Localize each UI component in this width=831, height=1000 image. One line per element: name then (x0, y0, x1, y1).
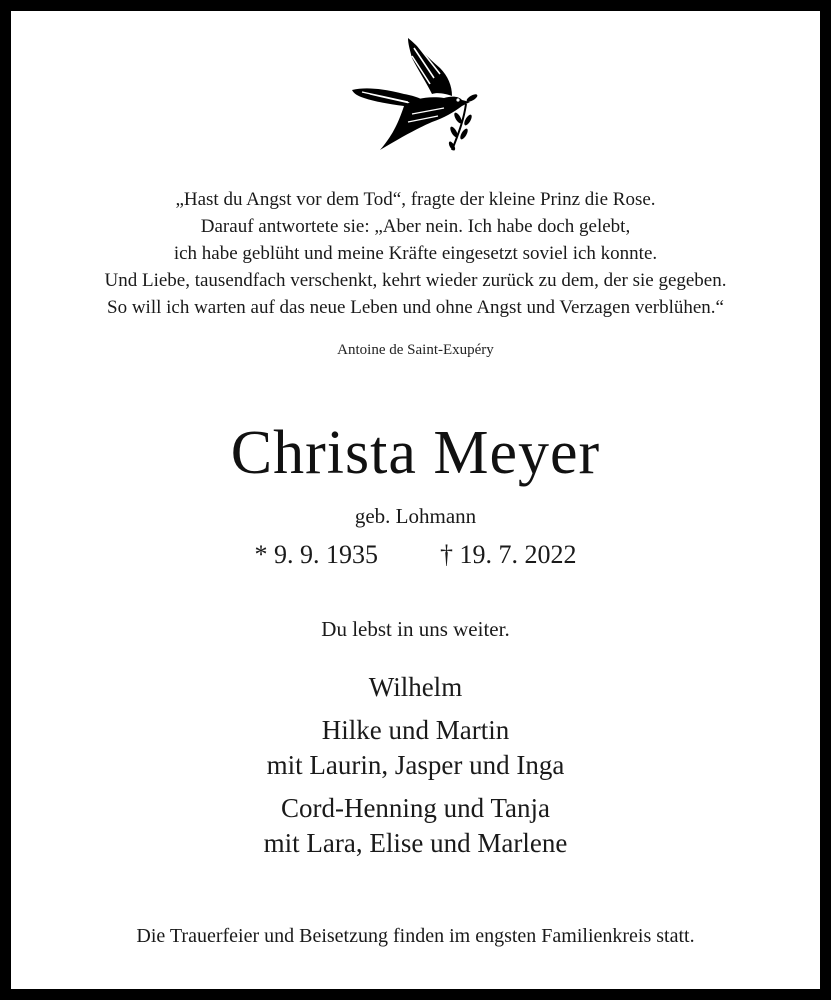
quote-line: So will ich warten auf das neue Leben und ohne Angst und Verzagen verblühen.“ (107, 297, 724, 318)
life-dates (11, 540, 820, 570)
mourner-line: mit Laurin, Jasper und Inga (266, 750, 565, 780)
dove-with-olive-branch-icon (348, 34, 484, 158)
deceased-name: Christa Meyer (230, 419, 601, 487)
motto: Du lebst in uns weiter. (321, 617, 510, 641)
death-date: † 19. 7. 2022 (440, 540, 577, 569)
quote-line: Darauf antwortete sie: „Aber nein. Ich habe doch gelebt, (200, 216, 631, 237)
mourner-line: Hilke und Martin (321, 715, 510, 745)
mourners-list (11, 670, 820, 869)
funeral-notice: Die Trauerfeier und Beisetzung finden im engsten Familienkreis statt. (136, 925, 695, 947)
mourner-group (11, 713, 820, 783)
birth-date: * 9. 9. 1935 (254, 540, 378, 569)
quote-author: Antoine de Saint-Exupéry (337, 342, 494, 358)
quote-block (11, 186, 820, 321)
quote-line: Und Liebe, tausendfach verschenkt, kehrt wieder zurück zu dem, der sie gegeben. (104, 270, 727, 291)
mourner-line: mit Lara, Elise und Marlene (263, 828, 568, 858)
quote-line: „Hast du Angst vor dem Tod“, fragte der kleine Prinz die Rose. (175, 189, 656, 210)
mourner-line: Wilhelm (368, 672, 463, 702)
mourner-group (11, 670, 820, 705)
mourner-group (11, 791, 820, 861)
mourner-line: Cord-Henning und Tanja (280, 793, 551, 823)
quote-line: ich habe geblüht und meine Kräfte eingesetzt soviel ich konnte. (173, 243, 658, 264)
birth-name: geb. Lohmann (354, 504, 477, 528)
